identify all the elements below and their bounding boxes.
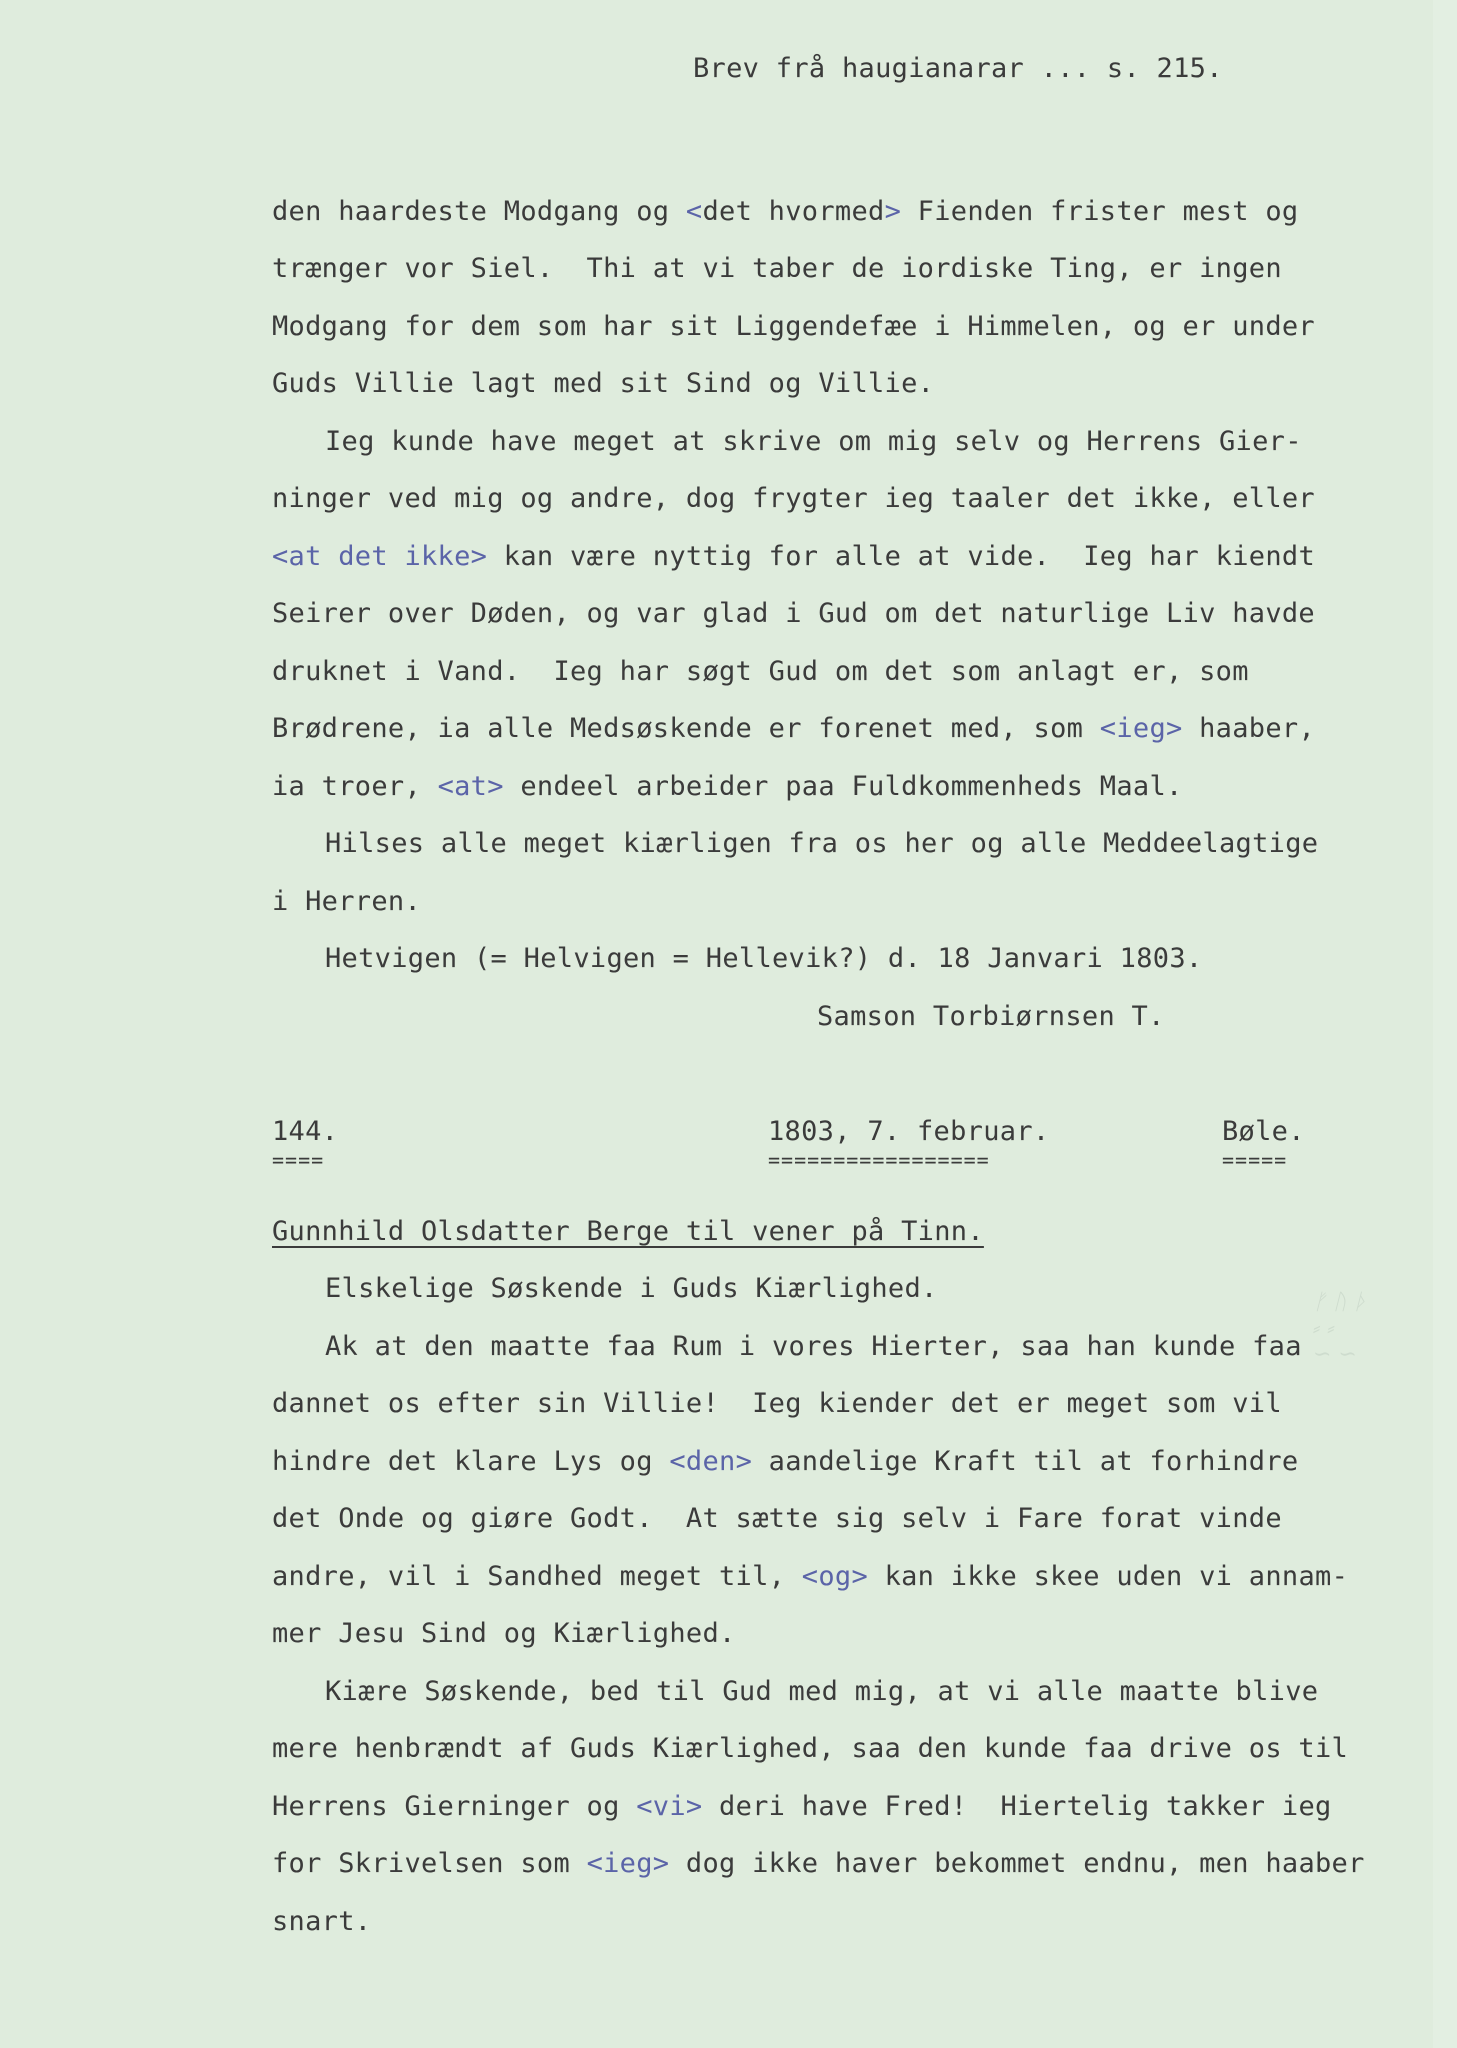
line-text: dog ikke haver bekommet endnu, men haaber	[669, 1848, 1365, 1879]
text-line	[272, 1445, 1298, 1479]
text-line	[272, 1847, 1365, 1881]
editorial-bracket-close: >	[884, 196, 902, 227]
line-text: Fienden frister mest og	[901, 196, 1299, 227]
text-line: snart.	[272, 1906, 372, 1937]
editorial-insertion: <at>	[437, 771, 504, 802]
letter-date-rule: =================	[768, 1148, 990, 1172]
text-line	[272, 195, 1298, 229]
line-text: endeel arbeider paa Fuldkommenheds Maal.	[503, 771, 1183, 802]
text-line: ninger ved mig og andre, dog frygter ieg taaler det ikke, eller	[272, 483, 1315, 514]
editorial-insertion: <og>	[801, 1561, 869, 1592]
signature: Samson Torbiørnsen T.	[817, 1001, 1165, 1032]
line-text: kan ikke skee uden vi annam-	[868, 1561, 1349, 1592]
editorial-insertion: <at det ikke>	[272, 541, 488, 572]
text-line	[272, 712, 1315, 746]
text-line: Ieg kunde have meget at skrive om mig selv og Herrens Gier-	[325, 426, 1302, 457]
editorial-insertion: <vi>	[636, 1791, 703, 1822]
editorial-bracket-open: <	[685, 196, 703, 227]
text-line: trænger vor Siel. Thi at vi taber de iordiske Ting, er ingen	[272, 253, 1282, 284]
line-text: kan være nyttig for alle at vide. Ieg har kiendt	[487, 541, 1316, 572]
text-line: Seirer over Døden, og var glad i Gud om det naturlige Liv havde	[272, 598, 1315, 629]
dateline: Hetvigen (= Helvigen = Hellevik?) d. 18 Janvari 1803.	[325, 943, 1203, 974]
line-text: deri have Fred! Hiertelig takker ieg	[702, 1791, 1332, 1822]
text-line: det Onde og giøre Godt. At sætte sig selv i Fare forat vinde	[272, 1503, 1282, 1534]
text-line: i Herren.	[272, 886, 421, 917]
text-line: mer Jesu Sind og Kiærlighed.	[272, 1618, 736, 1649]
line-text: haaber,	[1182, 713, 1316, 744]
letter-date: 1803, 7. februar.	[768, 1116, 1050, 1147]
text-line: Hilses alle meget kiærligen fra os her og alle Meddeelagtige	[325, 828, 1319, 859]
editorial-insertion: <den>	[669, 1446, 753, 1477]
line-text: andre, vil i Sandhed meget til,	[272, 1561, 802, 1592]
text-line: druknet i Vand. Ieg har søgt Gud om det som anlagt er, som	[272, 656, 1249, 687]
line-text: aandelige Kraft til at forhindre	[752, 1446, 1299, 1477]
letter-place-rule: =====	[1222, 1148, 1288, 1172]
text-line	[272, 1790, 1332, 1824]
line-text: ia troer,	[272, 771, 438, 802]
text-line: Modgang for dem som har sit Liggendefæe i Himmelen, og er under	[272, 311, 1315, 342]
running-header: Brev frå haugianarar ... s. 215.	[693, 53, 1223, 84]
editorial-insertion: <ieg>	[1099, 713, 1183, 744]
text-line	[272, 770, 1183, 804]
text-line: dannet os efter sin Villie! Ieg kiender det er meget som vil	[272, 1388, 1282, 1419]
text-line	[272, 1560, 1348, 1594]
salutation: Elskelige Søskende i Guds Kiærlighed.	[325, 1273, 938, 1304]
letter-number: 144.	[272, 1116, 339, 1147]
line-text: for Skrivelsen som	[272, 1848, 587, 1879]
editorial-insertion: <ieg>	[586, 1848, 670, 1879]
text-line: Ak at den maatte faa Rum i vores Hierter, saa han kunde faa	[325, 1331, 1302, 1362]
editorial-insertion: det hvormed	[702, 196, 885, 227]
letter-number-rule: ====	[272, 1148, 325, 1172]
line-text: Brødrene, ia alle Medsøskende er forenet med, som	[272, 713, 1100, 744]
show-through-text: ᚠ ᚢ ᚦ ⸗ ⸗ ∽ ∽	[1313, 1290, 1367, 1367]
line-text: den haardeste Modgang og	[272, 196, 686, 227]
line-text: Herrens Gierninger og	[272, 1791, 637, 1822]
letter-title: Gunnhild Olsdatter Berge til vener på Tinn.	[272, 1216, 984, 1247]
text-line: Guds Villie lagt med sit Sind og Villie.	[272, 368, 935, 399]
text-line: mere henbrændt af Guds Kiærlighed, saa den kunde faa drive os til	[272, 1733, 1349, 1764]
text-line: Kiære Søskende, bed til Gud med mig, at vi alle maatte blive	[325, 1676, 1319, 1707]
letter-place: Bøle.	[1222, 1116, 1305, 1147]
line-text: hindre det klare Lys og	[272, 1446, 670, 1477]
text-line	[272, 540, 1315, 574]
